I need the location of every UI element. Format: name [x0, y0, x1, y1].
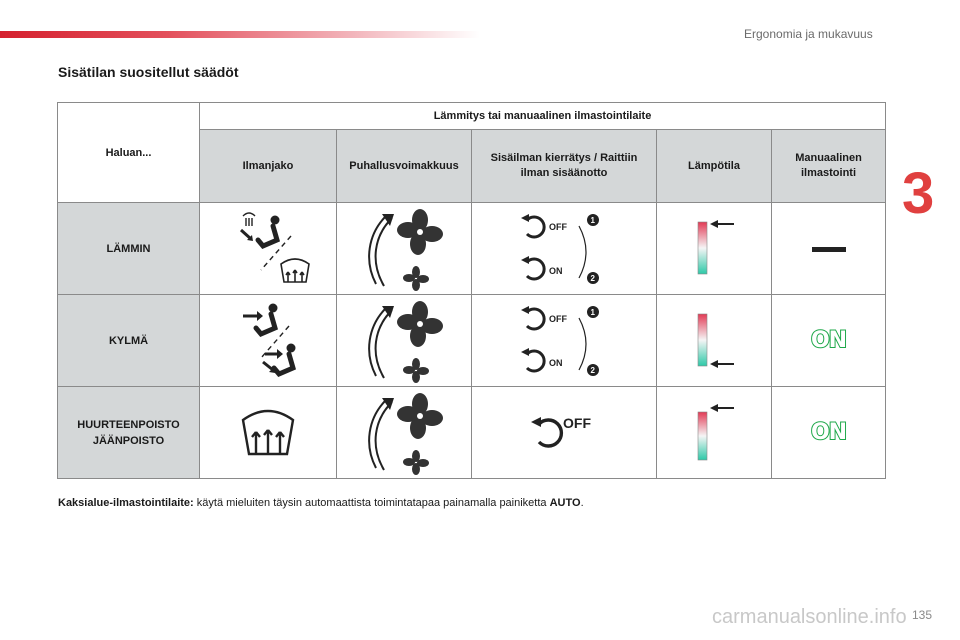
- manual-ac-defrost: [772, 387, 886, 479]
- row-label-defrost-line1: HUURTEENPOISTO: [77, 418, 180, 431]
- step-2-badge: 2: [590, 273, 595, 283]
- temperature-warm: [657, 203, 772, 295]
- temperature-gauge-icon: [684, 206, 744, 292]
- watermark: carmanualsonline.info: [712, 606, 907, 628]
- step-1-badge: 1: [590, 215, 595, 225]
- ac-off-dash: [812, 247, 846, 252]
- corner-label: Haluan...: [58, 103, 200, 203]
- face-airflow-icon: [213, 298, 323, 384]
- note-button-name: AUTO: [549, 497, 581, 509]
- fan-speed-icon: [354, 206, 454, 292]
- recirculation-defrost: [472, 387, 657, 479]
- column-header-temperature: Lämpötila: [657, 130, 772, 203]
- recirculation-off-label: OFF: [549, 221, 567, 232]
- step-2-badge: 2: [590, 365, 595, 375]
- air-distribution-warm: [200, 203, 337, 295]
- recirculation-off-label: OFF: [563, 414, 591, 431]
- note-end: .: [580, 497, 584, 509]
- feet-airflow-icon: [213, 206, 323, 292]
- recirculation-on-label: ON: [549, 265, 563, 276]
- column-header-manual-ac: Manuaalinen ilmastointi: [772, 130, 886, 203]
- recirculation-icon: [509, 390, 619, 476]
- fan-speed-defrost: [337, 387, 472, 479]
- note-text: käytä mieluiten täysin automaattista toimintatapaa painamalla painiketta: [193, 497, 550, 509]
- header-accent-bar: [0, 31, 480, 38]
- temperature-cold: [657, 295, 772, 387]
- row-label-defrost-line2: JÄÄNPOISTO: [92, 434, 165, 447]
- page-title: Sisätilan suositellut säädöt: [58, 64, 239, 80]
- column-header-air-distribution: Ilmanjako: [200, 130, 337, 203]
- air-distribution-defrost: [200, 387, 337, 479]
- row-label-cold: KYLMÄ: [58, 295, 200, 387]
- fan-speed-cold: [337, 295, 472, 387]
- recirculation-off-label: OFF: [549, 313, 567, 324]
- fan-speed-warm: [337, 203, 472, 295]
- fan-speed-icon: [354, 298, 454, 384]
- step-1-badge: 1: [590, 307, 595, 317]
- fan-speed-icon: [354, 390, 454, 476]
- dual-zone-note: [58, 497, 584, 509]
- manual-ac-warm: [772, 203, 886, 295]
- temperature-gauge-icon: [684, 390, 744, 476]
- page-number: 135: [912, 608, 933, 622]
- recirculation-warm: [472, 203, 657, 295]
- column-header-recirculation: Sisäilman kierrätys / Raittiin ilman sisäänotto: [472, 130, 657, 203]
- recirculation-icon: [509, 298, 619, 384]
- ac-on-label: ON: [810, 420, 847, 445]
- recirculation-cold: [472, 295, 657, 387]
- column-header-fan-speed: Puhallusvoimakkuus: [337, 130, 472, 203]
- temperature-defrost: [657, 387, 772, 479]
- manual-ac-cold: [772, 295, 886, 387]
- recommended-settings-table: [57, 102, 886, 479]
- air-distribution-cold: [200, 295, 337, 387]
- section-title: Ergonomia ja mukavuus: [744, 27, 873, 41]
- group-header: Lämmitys tai manuaalinen ilmastointilaite: [200, 103, 886, 130]
- recirculation-icon: [509, 206, 619, 292]
- row-label-defrost: [58, 387, 200, 479]
- row-label-warm: LÄMMIN: [58, 203, 200, 295]
- windscreen-demist-icon: [213, 390, 323, 476]
- chapter-number: 3: [902, 161, 935, 226]
- recirculation-on-label: ON: [549, 357, 563, 368]
- ac-on-label: ON: [810, 328, 847, 353]
- note-label: Kaksialue-ilmastointilaite:: [58, 497, 194, 509]
- temperature-gauge-icon: [684, 298, 744, 384]
